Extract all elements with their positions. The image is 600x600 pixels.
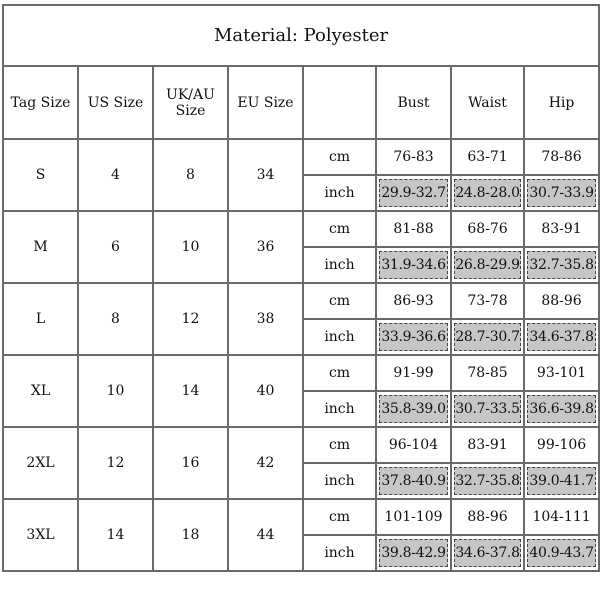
bust-cm-cell: 101-109 [376,499,451,535]
eu-size-cell: 34 [228,139,303,211]
waist-inch-value: 24.8-28.0 [454,179,521,207]
unit-cm-cell: cm [303,355,376,391]
size-row-cm [3,427,599,463]
unit-inch-cell: inch [303,247,376,283]
unit-inch-cell: inch [303,535,376,571]
bust-cm-cell: 76-83 [376,139,451,175]
bust-inch-cell [376,175,451,211]
tag-size-cell: S [3,139,78,211]
us-size-cell: 12 [78,427,153,499]
eu-size-cell: 44 [228,499,303,571]
unit-cm-cell: cm [303,283,376,319]
hip-cm-cell: 104-111 [524,499,599,535]
bust-inch-cell [376,535,451,571]
header-bust: Bust [376,66,451,139]
waist-cm-cell: 78-85 [451,355,524,391]
unit-inch-cell: inch [303,319,376,355]
waist-inch-cell [451,319,524,355]
uk-au-size-cell: 8 [153,139,228,211]
waist-cm-cell: 68-76 [451,211,524,247]
hip-inch-cell [524,319,599,355]
size-row-cm [3,283,599,319]
uk-au-size-cell: 14 [153,355,228,427]
waist-cm-cell: 63-71 [451,139,524,175]
bust-cm-cell: 96-104 [376,427,451,463]
waist-cm-cell: 83-91 [451,427,524,463]
bust-inch-value: 35.8-39.0 [379,395,448,423]
size-row-cm [3,499,599,535]
uk-au-size-cell: 18 [153,499,228,571]
header-eu-size: EU Size [228,66,303,139]
eu-size-cell: 40 [228,355,303,427]
unit-inch-cell: inch [303,463,376,499]
hip-inch-value: 40.9-43.7 [527,539,596,567]
unit-cm-cell: cm [303,211,376,247]
us-size-cell: 4 [78,139,153,211]
eu-size-cell: 36 [228,211,303,283]
bust-inch-cell [376,319,451,355]
bust-inch-value: 39.8-42.9 [379,539,448,567]
table-title: Material: Polyester [3,5,599,66]
uk-au-size-cell: 12 [153,283,228,355]
header-uk-au-line1: UK/AU [166,86,215,103]
header-unit [303,66,376,139]
hip-cm-cell: 99-106 [524,427,599,463]
tag-size-cell: L [3,283,78,355]
bust-inch-cell [376,247,451,283]
hip-inch-value: 39.0-41.7 [527,467,596,495]
unit-inch-cell: inch [303,391,376,427]
bust-inch-cell [376,463,451,499]
hip-inch-value: 30.7-33.9 [527,179,596,207]
bust-inch-cell [376,391,451,427]
us-size-cell: 14 [78,499,153,571]
eu-size-cell: 42 [228,427,303,499]
bust-cm-cell: 81-88 [376,211,451,247]
unit-cm-cell: cm [303,139,376,175]
waist-inch-value: 32.7-35.8 [454,467,521,495]
waist-inch-value: 26.8-29.9 [454,251,521,279]
header-hip: Hip [524,66,599,139]
tag-size-cell: 3XL [3,499,78,571]
header-uk-au-line2: Size [175,102,206,119]
unit-cm-cell: cm [303,499,376,535]
header-uk-au-size [153,66,228,139]
hip-inch-cell [524,175,599,211]
size-row-cm [3,211,599,247]
waist-cm-cell: 88-96 [451,499,524,535]
hip-cm-cell: 88-96 [524,283,599,319]
us-size-cell: 8 [78,283,153,355]
header-us-size: US Size [78,66,153,139]
waist-inch-cell [451,175,524,211]
header-waist: Waist [451,66,524,139]
waist-inch-cell [451,535,524,571]
waist-cm-cell: 73-78 [451,283,524,319]
hip-inch-value: 32.7-35.8 [527,251,596,279]
hip-inch-cell [524,391,599,427]
bust-cm-cell: 86-93 [376,283,451,319]
us-size-cell: 6 [78,211,153,283]
eu-size-cell: 38 [228,283,303,355]
uk-au-size-cell: 16 [153,427,228,499]
hip-cm-cell: 93-101 [524,355,599,391]
waist-inch-value: 28.7-30.7 [454,323,521,351]
waist-inch-cell [451,247,524,283]
title-row [3,5,599,66]
waist-inch-value: 30.7-33.5 [454,395,521,423]
size-row-cm [3,355,599,391]
hip-inch-cell [524,247,599,283]
bust-inch-value: 33.9-36.6 [379,323,448,351]
unit-inch-cell: inch [303,175,376,211]
waist-inch-value: 34.6-37.8 [454,539,521,567]
bust-inch-value: 31.9-34.6 [379,251,448,279]
waist-inch-cell [451,391,524,427]
us-size-cell: 10 [78,355,153,427]
uk-au-size-cell: 10 [153,211,228,283]
size-row-cm [3,139,599,175]
hip-cm-cell: 83-91 [524,211,599,247]
unit-cm-cell: cm [303,427,376,463]
bust-cm-cell: 91-99 [376,355,451,391]
tag-size-cell: M [3,211,78,283]
hip-inch-value: 34.6-37.8 [527,323,596,351]
size-table [2,4,600,572]
tag-size-cell: 2XL [3,427,78,499]
waist-inch-cell [451,463,524,499]
tag-size-cell: XL [3,355,78,427]
bust-inch-value: 29.9-32.7 [379,179,448,207]
hip-inch-value: 36.6-39.8 [527,395,596,423]
header-row [3,66,599,139]
hip-inch-cell [524,463,599,499]
hip-cm-cell: 78-86 [524,139,599,175]
header-tag-size: Tag Size [3,66,78,139]
hip-inch-cell [524,535,599,571]
bust-inch-value: 37.8-40.9 [379,467,448,495]
